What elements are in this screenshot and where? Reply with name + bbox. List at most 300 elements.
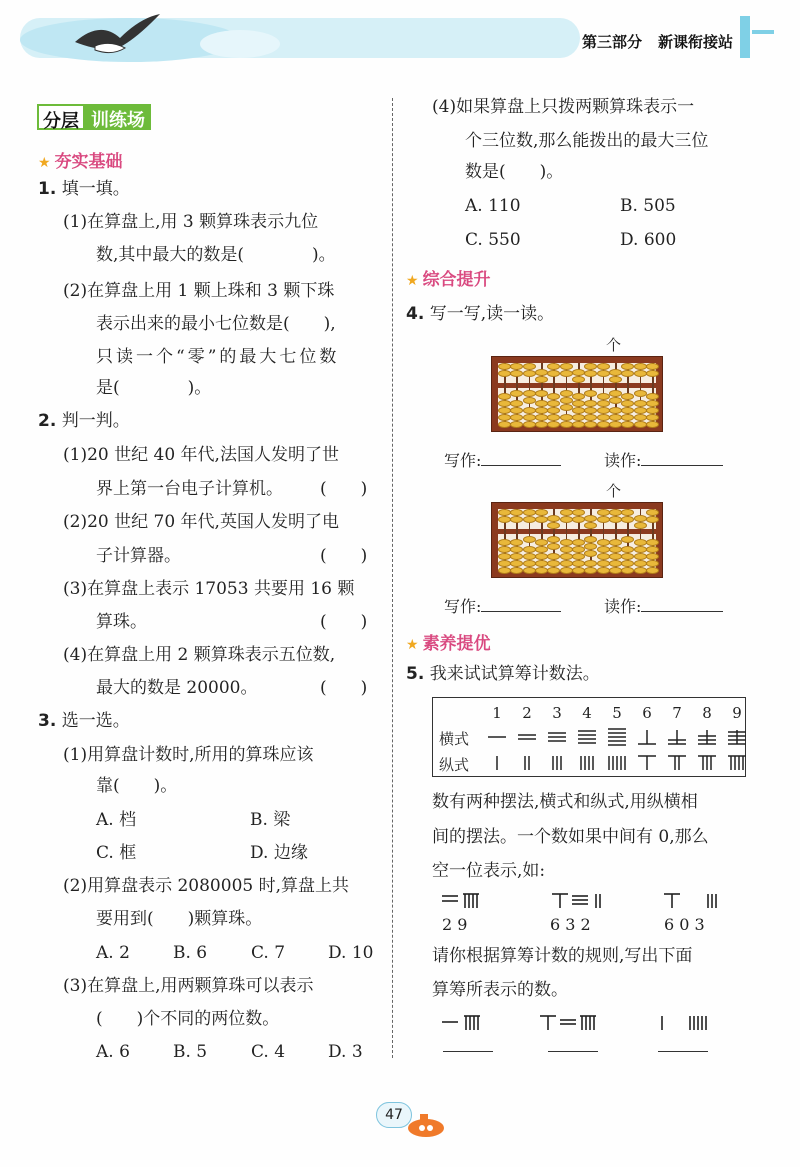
- q3-s2-option-d[interactable]: D. 10: [328, 943, 374, 963]
- abacus-bead: [547, 400, 560, 407]
- abacus-bead: [634, 553, 647, 560]
- abacus-beam: [498, 383, 656, 388]
- subhead-comprehensive: ★ 综合提升: [406, 270, 491, 290]
- q3-s3-line2[interactable]: ( )个不同的两位数。: [96, 1009, 280, 1029]
- q3-number: 3.: [38, 711, 57, 731]
- q3-s4-line3[interactable]: 数是( )。: [465, 162, 564, 182]
- rod-exercise-3: [662, 1016, 706, 1030]
- abacus-bead: [584, 560, 597, 567]
- abacus-bead: [621, 509, 634, 516]
- abacus-bead: [597, 414, 610, 421]
- header-title: [582, 31, 749, 52]
- abacus-bead: [584, 543, 597, 550]
- q1-s1-line2[interactable]: 数,其中最大的数是( )。: [96, 245, 336, 265]
- abacus-bead: [646, 370, 659, 377]
- badge-part-a: 分层: [37, 104, 85, 130]
- page-number: 47: [376, 1102, 412, 1128]
- submarine-icon: [398, 1108, 448, 1140]
- abacus-bead: [535, 421, 548, 428]
- rod-exercise-3-blank[interactable]: [658, 1051, 708, 1052]
- abacus-bead: [597, 370, 610, 377]
- rod-table-digit: 3: [552, 704, 562, 722]
- abacus-bead: [510, 509, 523, 516]
- abacus-bead: [646, 560, 659, 567]
- q2-s3-line1: (3)在算盘上表示 17053 共要用 16 颗: [63, 579, 355, 599]
- abacus-bead: [560, 546, 573, 553]
- abacus-bead: [634, 400, 647, 407]
- rod-table-digit: 7: [672, 704, 682, 722]
- abacus1-read-blank[interactable]: [641, 465, 723, 466]
- q3-heading: [38, 713, 130, 730]
- q3-s4-option-d[interactable]: D. 600: [620, 230, 677, 250]
- abacus-bead: [646, 414, 659, 421]
- abacus-bead: [510, 560, 523, 567]
- abacus-bead: [547, 553, 560, 560]
- abacus-bead: [621, 407, 634, 414]
- abacus-bead: [621, 400, 634, 407]
- abacus-bead: [510, 539, 523, 546]
- abacus-bead: [510, 421, 523, 428]
- q2-s1-answer[interactable]: ( ): [320, 479, 368, 499]
- abacus-bead: [597, 516, 610, 523]
- rod-table-digit: 9: [732, 704, 742, 722]
- abacus-bead: [572, 509, 585, 516]
- abacus-bead: [510, 567, 523, 574]
- q2-s1-line1: (1)20 世纪 40 年代,法国人发明了世: [63, 445, 339, 465]
- abacus-bead: [597, 393, 610, 400]
- abacus-bead: [523, 567, 536, 574]
- abacus-1: [491, 356, 663, 432]
- abacus-bead: [572, 516, 585, 523]
- q2-s2-line2: 子计算器。: [96, 546, 181, 566]
- abacus-bead: [498, 370, 511, 377]
- abacus-bead: [609, 539, 622, 546]
- q1-number: 1.: [38, 179, 57, 199]
- abacus-bead: [523, 553, 536, 560]
- abacus1-read-label: 读作:: [604, 451, 642, 470]
- abacus-bead: [584, 414, 597, 421]
- abacus-bead: [523, 421, 536, 428]
- abacus-bead: [523, 397, 536, 404]
- star-icon: ★: [406, 637, 419, 653]
- counting-rod-table: [432, 697, 746, 777]
- rod-table-digit: 8: [702, 704, 712, 722]
- abacus-bead: [584, 536, 597, 543]
- abacus-bead: [621, 421, 634, 428]
- rod-example-603-number: 6 0 3: [664, 915, 705, 934]
- abacus-bead: [646, 407, 659, 414]
- abacus-bead: [535, 560, 548, 567]
- abacus-bead: [634, 414, 647, 421]
- abacus-bead: [584, 421, 597, 428]
- q5-number: 5.: [406, 664, 425, 684]
- abacus-bead: [634, 390, 647, 397]
- abacus-bead: [572, 560, 585, 567]
- rod-exercise-1-blank[interactable]: [443, 1051, 493, 1052]
- q3-s4-option-b[interactable]: B. 505: [620, 196, 676, 216]
- abacus-bead: [523, 560, 536, 567]
- abacus1-read-row: [604, 453, 723, 469]
- star-icon: ★: [406, 273, 419, 289]
- rod-table-digit: 1: [492, 704, 502, 722]
- q3-s1-option-d[interactable]: D. 边缘: [250, 843, 308, 863]
- rod-example-632: [552, 894, 600, 908]
- abacus-bead: [609, 369, 622, 376]
- abacus-bead: [523, 363, 536, 370]
- rod-table-digit: 6: [642, 704, 652, 722]
- abacus-bead: [609, 397, 622, 404]
- abacus-bead: [609, 407, 622, 414]
- q2-s3-line2: 算珠。: [96, 612, 147, 632]
- abacus-bead: [535, 546, 548, 553]
- abacus-bead: [597, 407, 610, 414]
- abacus-bead: [498, 509, 511, 516]
- abacus-bead: [621, 567, 634, 574]
- rod-examples: [432, 890, 752, 914]
- abacus-bead: [609, 553, 622, 560]
- abacus-bead: [609, 509, 622, 516]
- abacus2-read-blank[interactable]: [641, 611, 723, 612]
- abacus-bead: [609, 546, 622, 553]
- abacus-bead: [523, 390, 536, 397]
- abacus-bead: [634, 522, 647, 529]
- abacus-bead: [535, 390, 548, 397]
- abacus-bead: [547, 370, 560, 377]
- q3-s2-option-c[interactable]: C. 7: [251, 943, 286, 963]
- abacus1-write-label: 写作:: [444, 451, 482, 470]
- abacus-bead: [634, 560, 647, 567]
- subhead-basic: ★ 夯实基础: [38, 152, 123, 172]
- abacus-bead: [646, 393, 659, 400]
- abacus1-ones-label: 个: [606, 336, 622, 354]
- abacus-bead: [523, 414, 536, 421]
- q2-s1-line2: 界上第一台电子计算机。: [96, 479, 283, 499]
- q1-s2-line2[interactable]: 表示出来的最小七位数是( ),: [96, 314, 336, 334]
- abacus-bead: [597, 546, 610, 553]
- abacus-bead: [584, 390, 597, 397]
- abacus-bead: [510, 516, 523, 523]
- abacus-bead: [621, 516, 634, 523]
- abacus-bead: [560, 421, 573, 428]
- rod-table-zong-row: [433, 750, 745, 776]
- abacus-bead: [547, 567, 560, 574]
- q4-number: 4.: [406, 304, 425, 324]
- abacus-bead: [523, 370, 536, 377]
- abacus-bead: [560, 509, 573, 516]
- abacus-bead: [597, 560, 610, 567]
- abacus-bead: [560, 560, 573, 567]
- abacus-bead: [547, 393, 560, 400]
- abacus-bead: [597, 567, 610, 574]
- abacus-bead: [584, 515, 597, 522]
- abacus-bead: [572, 539, 585, 546]
- abacus-bead: [560, 390, 573, 397]
- abacus-bead: [609, 376, 622, 383]
- abacus-bead: [560, 404, 573, 411]
- abacus-bead: [547, 536, 560, 543]
- q1-title: 填一填。: [61, 179, 130, 199]
- q2-number: 2.: [38, 411, 57, 431]
- q5-para-line3: 空一位表示,如:: [432, 861, 546, 881]
- abacus-bead: [597, 421, 610, 428]
- abacus-bead: [646, 567, 659, 574]
- abacus-bead: [498, 363, 511, 370]
- abacus-bead: [621, 560, 634, 567]
- abacus-bead: [572, 421, 585, 428]
- abacus-bead: [621, 414, 634, 421]
- rod-exercise-2: [540, 1016, 596, 1030]
- abacus-beam: [498, 529, 656, 534]
- abacus-bead: [498, 407, 511, 414]
- q1-heading: [38, 181, 130, 198]
- abacus-bead: [597, 363, 610, 370]
- q4-title: 写一写,读一读。: [429, 304, 555, 324]
- q3-s3-option-b[interactable]: B. 5: [173, 1042, 208, 1062]
- abacus-bead: [646, 516, 659, 523]
- abacus2-write-label: 写作:: [444, 597, 482, 616]
- abacus-bead: [572, 414, 585, 421]
- abacus-bead: [510, 400, 523, 407]
- q5-para-line4: 请你根据算筹计数的规则,写出下面: [432, 946, 693, 966]
- abacus-bead: [510, 546, 523, 553]
- abacus-bead: [621, 553, 634, 560]
- abacus-bead: [498, 560, 511, 567]
- abacus-bead: [572, 400, 585, 407]
- abacus-bead: [646, 546, 659, 553]
- abacus-bead: [572, 407, 585, 414]
- rod-example-29-number: 2 9: [442, 915, 468, 934]
- abacus-bead: [572, 376, 585, 383]
- rod-exercise-2-blank[interactable]: [548, 1051, 598, 1052]
- abacus-bead: [572, 393, 585, 400]
- abacus-bead: [535, 539, 548, 546]
- rod-exercises: [432, 1012, 752, 1036]
- q2-s4-answer[interactable]: ( ): [320, 678, 368, 698]
- q3-s1-option-b[interactable]: B. 梁: [250, 810, 291, 830]
- abacus-bead: [572, 369, 585, 376]
- abacus-bead: [535, 407, 548, 414]
- abacus-bead: [584, 550, 597, 557]
- abacus-bead: [609, 414, 622, 421]
- header-section: 新课衔接站: [658, 33, 734, 51]
- q4-heading: [406, 306, 554, 323]
- q1-s2-line3: 只读一个“零”的最大七位数: [96, 347, 340, 367]
- column-divider: [392, 98, 393, 1058]
- abacus-bead: [634, 407, 647, 414]
- abacus-bead: [560, 567, 573, 574]
- badge-part-b: 训练场: [85, 104, 151, 130]
- q3-s4-line2: 个三位数,那么能拨出的最大三位: [465, 131, 709, 151]
- heng-rods: [433, 724, 747, 750]
- abacus-bead: [560, 363, 573, 370]
- abacus1-write-blank[interactable]: [481, 465, 561, 466]
- abacus-bead: [584, 363, 597, 370]
- abacus-bead: [523, 546, 536, 553]
- abacus2-write-blank[interactable]: [481, 611, 561, 612]
- rod-example-603: [664, 894, 716, 908]
- abacus-bead: [646, 539, 659, 546]
- abacus-bead: [597, 400, 610, 407]
- q5-heading: [406, 666, 600, 683]
- q3-title: 选一选。: [61, 711, 130, 731]
- abacus-bead: [621, 546, 634, 553]
- q3-s2-line1: (2)用算盘表示 2080005 时,算盘上共: [63, 876, 350, 896]
- q3-s3-option-a[interactable]: A. 6: [96, 1042, 130, 1062]
- q5-para-line5: 算筹所表示的数。: [432, 980, 568, 1000]
- q3-s1-line2[interactable]: 靠( )。: [96, 776, 178, 796]
- q3-s3-option-c[interactable]: C. 4: [251, 1042, 286, 1062]
- q3-s4-option-c[interactable]: C. 550: [465, 230, 521, 250]
- q5-para-line2: 间的摆法。一个数如果中间有 0,那么: [432, 827, 709, 847]
- abacus-bead: [498, 421, 511, 428]
- abacus-bead: [510, 390, 523, 397]
- q3-s1-line1: (1)用算盘计数时,所用的算珠应该: [63, 745, 314, 765]
- abacus-bead: [498, 546, 511, 553]
- q3-s3-option-d[interactable]: D. 3: [328, 1042, 363, 1062]
- abacus-bead: [572, 546, 585, 553]
- q2-title: 判一判。: [61, 411, 130, 431]
- rod-table-heng-label: 横式: [439, 730, 470, 748]
- q2-s2-line1: (2)20 世纪 70 年代,英国人发明了电: [63, 512, 339, 532]
- abacus-bead: [523, 407, 536, 414]
- abacus-bead: [646, 400, 659, 407]
- abacus-bead: [597, 539, 610, 546]
- abacus-bead: [535, 414, 548, 421]
- abacus-bead: [609, 567, 622, 574]
- abacus-bead: [498, 414, 511, 421]
- abacus-bead: [498, 393, 511, 400]
- abacus-bead: [646, 553, 659, 560]
- star-icon: ★: [38, 155, 51, 171]
- q3-s3-line1: (3)在算盘上,用两颗算珠可以表示: [63, 976, 314, 996]
- abacus-bead: [609, 516, 622, 523]
- q3-s2-line2[interactable]: 要用到( )颗算珠。: [96, 909, 263, 929]
- abacus2-write-row: [444, 599, 561, 615]
- abacus-bead: [535, 567, 548, 574]
- q3-s1-option-a[interactable]: A. 档: [96, 810, 137, 830]
- abacus-bead: [547, 363, 560, 370]
- rod-exercise-1: [442, 1016, 480, 1030]
- abacus-bead: [560, 397, 573, 404]
- abacus-bead: [621, 393, 634, 400]
- abacus-bead: [634, 546, 647, 553]
- abacus-bead: [523, 509, 536, 516]
- rod-table-zong-label: 纵式: [439, 756, 470, 774]
- q2-s4-line1: (4)在算盘上用 2 颗算珠表示五位数,: [63, 645, 336, 665]
- abacus-2: [491, 502, 663, 578]
- abacus-bead: [547, 515, 560, 522]
- abacus-bead: [572, 553, 585, 560]
- abacus-bead: [621, 363, 634, 370]
- abacus1-write-row: [444, 453, 561, 469]
- q5-title: 我来试试算筹计数法。: [429, 664, 600, 684]
- abacus-bead: [547, 543, 560, 550]
- rod-example-632-number: 6 3 2: [550, 915, 591, 934]
- abacus-bead: [523, 536, 536, 543]
- abacus-bead: [634, 567, 647, 574]
- q2-s4-line2: 最大的数是 20000。: [96, 678, 258, 698]
- q1-s1-line1: (1)在算盘上,用 3 颗算珠表示九位: [63, 212, 319, 232]
- abacus-bead: [547, 407, 560, 414]
- abacus-bead: [621, 536, 634, 543]
- abacus-bead: [560, 414, 573, 421]
- abacus-bead: [535, 553, 548, 560]
- abacus-bead: [498, 553, 511, 560]
- rod-table-digit: 4: [582, 704, 592, 722]
- abacus-bead: [510, 414, 523, 421]
- abacus2-ones-label: 个: [606, 482, 622, 500]
- q3-s4-option-a[interactable]: A. 110: [465, 196, 521, 216]
- subhead-literacy: ★ 素养提优: [406, 634, 491, 654]
- abacus-bead: [547, 421, 560, 428]
- abacus-bead: [510, 370, 523, 377]
- rod-table-digit-row: [433, 700, 745, 726]
- abacus-bead: [535, 369, 548, 376]
- abacus-bead: [547, 522, 560, 529]
- rod-table-digit: 2: [522, 704, 532, 722]
- q1-s2-line1: (2)在算盘上用 1 颗上珠和 3 颗下珠: [63, 281, 335, 301]
- abacus2-read-row: [604, 599, 723, 615]
- abacus-bead: [535, 516, 548, 523]
- abacus-bead: [498, 567, 511, 574]
- zong-rods: [433, 750, 747, 776]
- q3-s2-option-a[interactable]: A. 2: [96, 943, 130, 963]
- rod-table-heng-row: [433, 724, 745, 750]
- abacus-bead: [547, 560, 560, 567]
- rod-example-29: [442, 894, 479, 908]
- abacus-bead: [634, 421, 647, 428]
- abacus-bead: [597, 509, 610, 516]
- abacus-bead: [584, 522, 597, 529]
- abacus-bead: [510, 363, 523, 370]
- abacus-bead: [498, 516, 511, 523]
- abacus-bead: [609, 421, 622, 428]
- abacus-bead: [634, 370, 647, 377]
- abacus-bead: [498, 400, 511, 407]
- q2-s2-answer[interactable]: ( ): [320, 546, 368, 566]
- q5-para-line1: 数有两种摆法,横式和纵式,用纵横相: [432, 792, 698, 812]
- abacus-bead: [646, 509, 659, 516]
- abacus-bead: [547, 414, 560, 421]
- abacus-bead: [560, 539, 573, 546]
- q3-s2-option-b[interactable]: B. 6: [173, 943, 208, 963]
- q3-s1-option-c[interactable]: C. 框: [96, 843, 137, 863]
- q3-s4-line1: (4)如果算盘上只拨两颗算珠表示一: [432, 97, 695, 117]
- abacus-bead: [646, 421, 659, 428]
- abacus-bead: [560, 370, 573, 377]
- abacus-bead: [584, 400, 597, 407]
- q2-s3-answer[interactable]: ( ): [320, 612, 368, 632]
- abacus-bead: [584, 370, 597, 377]
- abacus-bead: [646, 363, 659, 370]
- abacus-bead: [560, 516, 573, 523]
- rod-table-digit: 5: [612, 704, 622, 722]
- abacus-bead: [621, 370, 634, 377]
- abacus-bead: [609, 390, 622, 397]
- abacus-bead: [597, 553, 610, 560]
- abacus-bead: [584, 567, 597, 574]
- q2-heading: [38, 413, 130, 430]
- abacus-bead: [572, 567, 585, 574]
- q1-s2-line4[interactable]: 是( )。: [96, 378, 212, 398]
- abacus-bead: [535, 376, 548, 383]
- abacus-bead: [523, 516, 536, 523]
- abacus2-read-label: 读作:: [604, 597, 642, 616]
- abacus-bead: [634, 539, 647, 546]
- abacus-bead: [510, 407, 523, 414]
- abacus-bead: [535, 400, 548, 407]
- abacus-bead: [584, 407, 597, 414]
